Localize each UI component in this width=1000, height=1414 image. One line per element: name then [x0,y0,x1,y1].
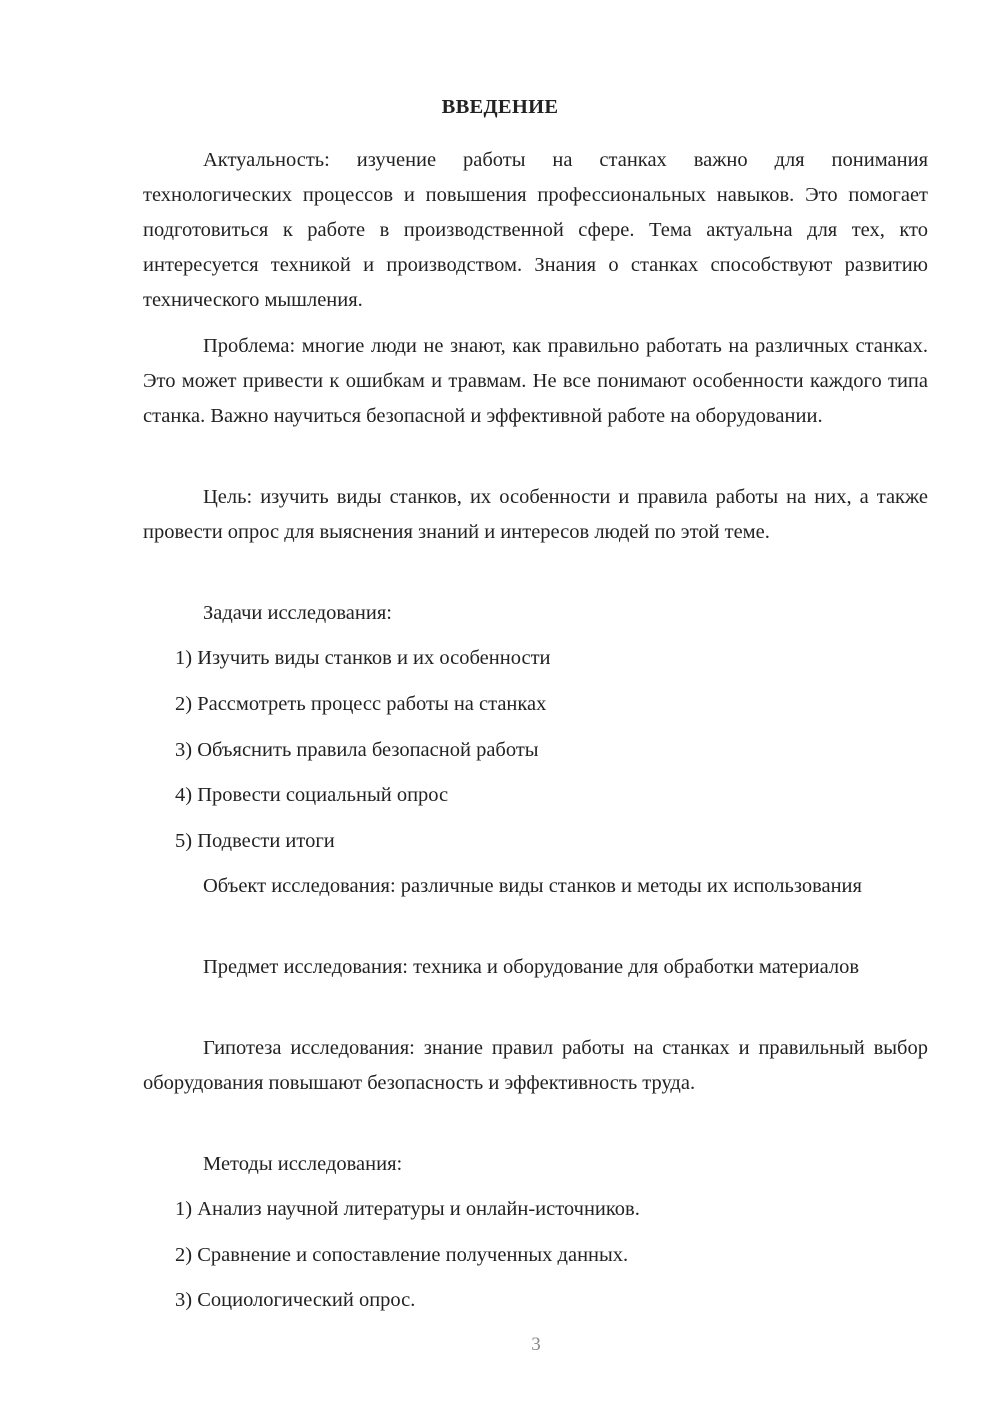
hypothesis-paragraph: Гипотеза исследования: знание правил работы на станках и правильный выбор оборудования повышают безопасность и эффективность труда. [143,1037,928,1094]
task-item: 2) Рассмотреть процесс работы на станках [175,693,547,715]
task-item: 4) Провести социальный опрос [175,784,449,806]
task-item: 5) Подвести итоги [175,830,335,852]
relevance-paragraph: Актуальность: изучение работы на станках важно для понимания технологических процессов и повышения профессиональных навыков. Это помогает подготовиться к работе в производственной сфере. Тема актуальна для тех, кто интересуется техникой и производством. Знания о станках способствуют развитию технического мышления. [143,149,928,311]
method-item: 1) Анализ научной литературы и онлайн-источников. [175,1198,640,1220]
goal-paragraph: Цель: изучить виды станков, их особенности и правила работы на них, а также провести опрос для выяснения знаний и интересов людей по этой теме. [143,486,928,543]
method-item: 2) Сравнение и сопоставление полученных данных. [175,1244,629,1266]
task-item: 3) Объяснить правила безопасной работы [175,739,539,761]
page-title: ВВЕДЕНИЕ [441,96,559,118]
object-paragraph: Объект исследования: различные виды станков и методы их использования [203,875,862,897]
problem-paragraph: Проблема: многие люди не знают, как правильно работать на различных станках. Это может привести к ошибкам и травмам. Не все понимают особенности каждого типа станка. Важно научиться безопасной и эффективной работе на оборудовании. [143,335,928,427]
subject-paragraph: Предмет исследования: техника и оборудование для обработки материалов [203,956,860,978]
tasks-heading: Задачи исследования: [203,602,392,624]
page-number: 3 [531,1334,541,1355]
method-item: 3) Социологический опрос. [175,1289,416,1311]
task-item: 1) Изучить виды станков и их особенности [175,647,551,669]
methods-heading: Методы исследования: [203,1153,403,1175]
